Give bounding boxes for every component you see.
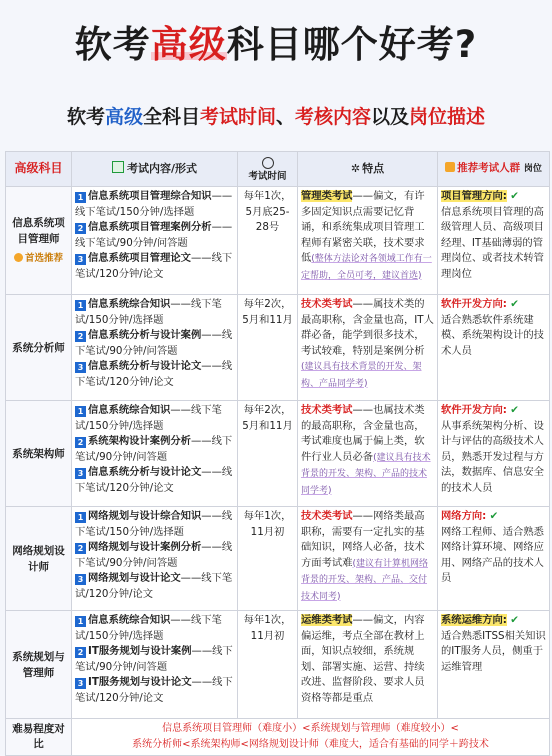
exam-item-title: 网络规划与设计论文	[88, 572, 181, 584]
number-badge: 3	[75, 468, 86, 479]
level-name: 系统分析师	[12, 341, 65, 354]
footer-line1: 信息系统项目管理师（难度小）<系统规划与管理师（难度较小）<	[162, 723, 459, 734]
header-people-label: 推荐考试人群	[457, 161, 521, 174]
exam-item-title: 网络规划与设计综合知识	[88, 510, 202, 522]
exam-item	[75, 540, 234, 571]
feature-note: (建议具有技术背景的开发、架构、产品同学考)	[301, 362, 422, 389]
level-cell	[6, 611, 72, 719]
feature-cell	[298, 187, 438, 295]
content-cell	[72, 187, 238, 295]
exam-item	[75, 297, 234, 328]
subtitle-part2: 全科目	[142, 106, 200, 128]
table-row	[6, 611, 550, 719]
feature-note: (建议有计算机网络背景的开发、架构、产品、交付技术同考)	[301, 558, 428, 602]
feature-cell	[298, 295, 438, 401]
people-tag: 项目管理方向:	[441, 190, 507, 202]
exam-table	[5, 151, 550, 756]
exam-item-desc: ——线下笔试/120分钟/论文	[75, 360, 233, 388]
header-post-label: 岗位	[523, 163, 542, 174]
exam-item	[75, 675, 234, 706]
exam-item	[75, 189, 234, 220]
people-text: 适合熟悉软件系统建模、系统架构设计的技术人员	[441, 313, 544, 357]
exam-item-desc: ——线下笔试/150分钟/选择题	[75, 404, 222, 432]
people-cell	[438, 611, 550, 719]
number-badge: 1	[75, 192, 86, 203]
recommend-badge-label: 首选推荐	[24, 252, 63, 264]
people-text: 从事系统架构分析、设计与评估的高级技术人员，熟悉开发过程与方法，数据库、信息安全的技术人员	[441, 419, 544, 494]
header-time-label: 考试时间	[248, 170, 287, 182]
exam-item-title: 系统架构设计案例分析	[88, 435, 191, 447]
check-icon: ✔	[510, 404, 519, 416]
people-cell	[438, 507, 550, 611]
feature-tag: 技术类考试	[301, 298, 353, 310]
page-subtitle	[0, 102, 552, 129]
feature-tag: 技术类考试	[301, 510, 353, 522]
people-tag: 系统运维方向:	[441, 614, 507, 626]
number-badge: 1	[75, 616, 86, 627]
header-time	[238, 152, 298, 187]
feature-cell	[298, 507, 438, 611]
number-badge: 2	[75, 543, 86, 554]
people-text: 网络工程师、适合熟悉网络计算环境、网络应用、网络产品的技术人员	[441, 525, 544, 584]
number-badge: 1	[75, 512, 86, 523]
people-text: 信息系统项目管理的高级管理人员、高级项目经理、IT基础薄弱的管理岗位、或者技术转管理岗位	[441, 205, 544, 280]
page-header	[0, 0, 552, 86]
exam-item-desc: ——线下笔试/90分钟/问答题	[75, 435, 233, 463]
exam-item-desc: ——线下笔试/120分钟/论文	[75, 466, 233, 494]
page-title	[0, 14, 552, 68]
number-badge: 3	[75, 678, 86, 689]
check-icon: ✔	[510, 614, 519, 626]
gear-icon: ✲	[350, 162, 361, 176]
medal-icon	[14, 253, 23, 262]
feature-text: ——也属技术类的最高职称，含金量也高，考试难度也属于偏上类，软件行业人员必备	[301, 404, 425, 463]
exam-item-desc: ——线下笔试/150分钟/选择题	[75, 614, 222, 642]
subtitle-red2: 考核内容	[295, 106, 372, 128]
exam-item-desc: ——线下笔试/90分钟/问答题	[75, 645, 233, 673]
exam-item-desc: ——线下笔试/120分钟/论文	[75, 676, 233, 704]
title-part1: 软考	[74, 23, 151, 66]
header-level: 高级科目	[6, 152, 72, 187]
number-badge: 2	[75, 331, 86, 342]
level-cell	[6, 187, 72, 295]
table-row	[6, 507, 550, 611]
number-badge: 1	[75, 406, 86, 417]
people-cell	[438, 187, 550, 295]
exam-item-title: 信息系统项目管理论文	[88, 252, 191, 264]
table-row	[6, 401, 550, 507]
check-icon: ✔	[510, 190, 519, 202]
people-tag: 软件开发方向:	[441, 298, 507, 310]
exam-item-title: 信息系统项目管理综合知识	[88, 190, 212, 202]
exam-item-desc: ——线下笔试/90分钟/问答题	[75, 329, 233, 357]
check-icon: ✔	[489, 510, 499, 522]
footer-line2: 系统分析师<系统架构师<网络规划设计师（难度大，适合有基础的同学＋跨技术	[132, 739, 489, 750]
header-content-label: 考试内容/形式	[126, 162, 198, 176]
exam-item	[75, 328, 234, 359]
number-badge: 2	[75, 223, 86, 234]
exam-item-title: 信息系统分析与设计案例	[88, 329, 202, 341]
footer-text	[72, 719, 550, 756]
subtitle-part3: 、	[276, 106, 296, 128]
subtitle-part4: 以及	[371, 106, 410, 128]
exam-item	[75, 644, 234, 675]
feature-cell	[298, 401, 438, 507]
feature-text: ——偏文，内容偏运维，考点全部在教材上面，知识点较细，系统规划、部署实施、运营、持续改进、监督阶段、要求人员资格等都是重点	[301, 614, 425, 704]
exam-item-title: 信息系统项目管理案例分析	[88, 221, 212, 233]
number-badge: 3	[75, 574, 86, 585]
exam-item-desc: ——线下笔试/150分钟/选择题	[75, 190, 233, 218]
exam-item	[75, 465, 234, 496]
number-badge: 2	[75, 437, 86, 448]
exam-item-desc: ——线下笔试/150分钟/选择题	[75, 298, 222, 326]
people-tag: 网络方向:	[441, 510, 487, 522]
feature-tag: 运维类考试	[301, 614, 353, 626]
content-cell	[72, 611, 238, 719]
feature-cell	[298, 611, 438, 719]
table-header-row	[6, 152, 550, 187]
people-cell	[438, 401, 550, 507]
exam-item-title: IT服务规划与设计论文	[88, 676, 192, 688]
exam-item	[75, 434, 234, 465]
exam-item	[75, 571, 234, 602]
exam-item	[75, 403, 234, 434]
exam-item	[75, 613, 234, 644]
table-row	[6, 295, 550, 401]
time-cell: 每年1次，11月初	[238, 507, 298, 611]
exam-item	[75, 220, 234, 251]
feature-tag: 技术类考试	[301, 404, 353, 416]
level-cell	[6, 295, 72, 401]
subtitle-part1: 软考	[66, 106, 105, 128]
exam-item-title: 信息系统综合知识	[88, 298, 171, 310]
check-icon: ✔	[510, 298, 519, 310]
header-feature-label: 特点	[362, 162, 385, 176]
exam-item-desc: ——线下笔试/120分钟/论文	[75, 572, 233, 600]
footer-label: 难易程度对比	[6, 719, 72, 756]
feature-note: (建议具有技术背景的开发、架构、产品的技术同学考)	[301, 452, 431, 496]
level-name: 系统规划与管理师	[12, 650, 65, 679]
time-cell: 每年1次，5月底25-28号	[238, 187, 298, 295]
clock-icon	[262, 157, 274, 169]
exam-item-title: 信息系统分析与设计论文	[88, 466, 202, 478]
people-tag: 软件开发方向:	[441, 404, 507, 416]
header-feature	[298, 152, 438, 187]
number-badge: 3	[75, 254, 86, 265]
subtitle-red3: 岗位描述	[409, 106, 486, 128]
pointing-hand-icon	[445, 162, 455, 172]
title-part2: 科目哪个好考?	[226, 23, 478, 66]
recommend-badge	[14, 251, 63, 267]
table-row	[6, 187, 550, 295]
number-badge: 3	[75, 362, 86, 373]
level-name: 网络规划设计师	[12, 544, 65, 573]
exam-item-title: 网络规划与设计案例分析	[88, 541, 202, 553]
exam-item	[75, 251, 234, 282]
subtitle-blue: 高级	[104, 106, 143, 128]
checkbox-icon	[112, 161, 124, 173]
footer-row	[6, 719, 550, 756]
exam-item-desc: ——线下笔试/90分钟/问答题	[75, 221, 233, 249]
feature-note: (整体方法论对各领域工作有一定帮助，全员可考，建议首选)	[301, 254, 432, 281]
feature-text: ——属技术类的最高职称，含金量也高，IT人群必备，能学到很多技术，考试较难，特别是案例分析	[301, 298, 434, 357]
feature-tag: 管理类考试	[301, 190, 353, 202]
people-text: 适合熟悉ITSS相关知识的IT服务人员，侧重于运维管理	[441, 629, 546, 673]
feature-text: ——偏文，有许多固定知识点需要记忆背诵，和系统集成项目管理工程师有紧密关联，技术要求低	[301, 190, 425, 264]
level-name: 信息系统项目管理师	[12, 216, 65, 245]
exam-item	[75, 509, 234, 540]
feature-text: ——网络类最高职称，需要有一定扎实的基础知识，网络人必备，技术方面考试难	[301, 510, 425, 569]
level-cell	[6, 401, 72, 507]
subtitle-red1: 考试时间	[199, 106, 276, 128]
exam-item-title: IT服务规划与设计案例	[88, 645, 192, 657]
title-highlight: 高级	[150, 23, 227, 66]
exam-item-desc: ——线下笔试/150分钟/选择题	[75, 510, 233, 538]
content-cell	[72, 295, 238, 401]
exam-item-title: 信息系统分析与设计论文	[88, 360, 202, 372]
people-cell	[438, 295, 550, 401]
content-cell	[72, 401, 238, 507]
exam-item-title: 信息系统综合知识	[88, 404, 171, 416]
time-cell: 每年1次，11月初	[238, 611, 298, 719]
time-cell: 每年2次，5月和11月	[238, 295, 298, 401]
exam-item-desc: ——线下笔试/120分钟/论文	[75, 252, 233, 280]
level-name: 系统架构师	[12, 447, 65, 460]
time-cell: 每年2次，5月和11月	[238, 401, 298, 507]
exam-item	[75, 359, 234, 390]
number-badge: 2	[75, 647, 86, 658]
level-cell	[6, 507, 72, 611]
content-cell	[72, 507, 238, 611]
header-content	[72, 152, 238, 187]
number-badge: 1	[75, 300, 86, 311]
exam-item-desc: ——线下笔试/90分钟/问答题	[75, 541, 233, 569]
exam-item-title: 信息系统综合知识	[88, 614, 171, 626]
header-people	[438, 152, 550, 187]
